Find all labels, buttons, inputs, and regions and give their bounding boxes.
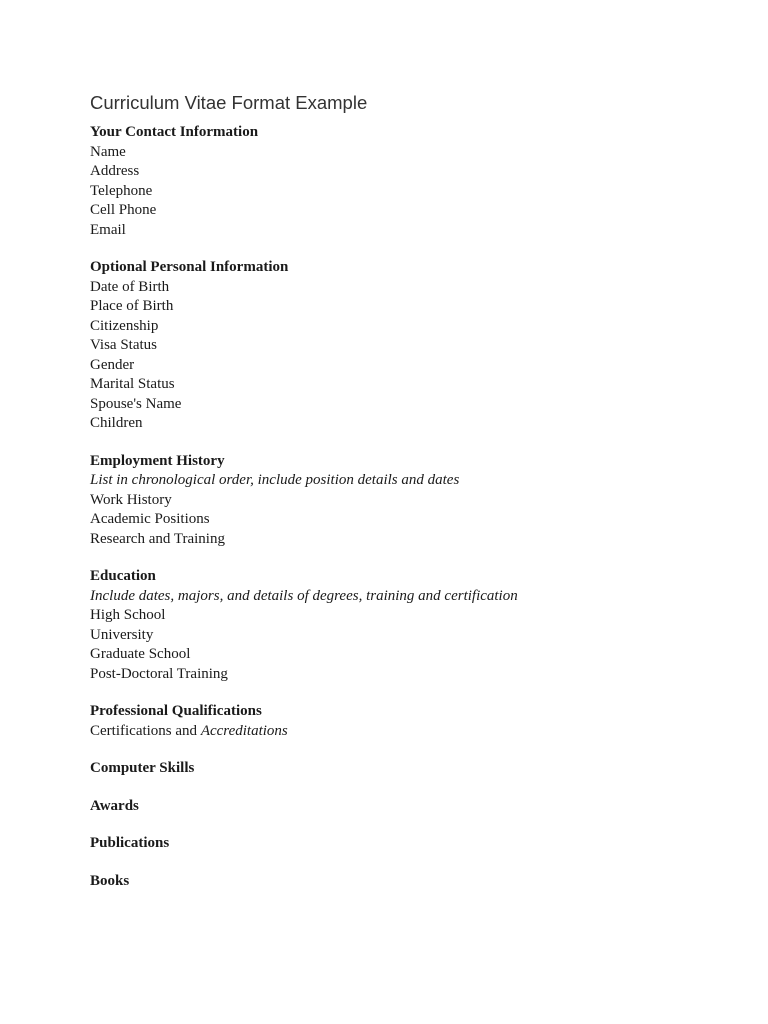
list-item: Date of Birth	[90, 278, 170, 295]
list-item: Name	[90, 143, 126, 160]
list-item: Post-Doctoral Training	[90, 665, 228, 682]
section-heading-books: Books	[90, 872, 130, 889]
list-item: Academic Positions	[90, 511, 210, 527]
list-item: Children	[90, 415, 143, 431]
list-item: Telephone	[90, 182, 153, 199]
section-computer-skills	[90, 759, 730, 779]
list-item: Citizenship	[90, 317, 159, 334]
list-item: Address	[90, 163, 140, 179]
list-item: Marital Status	[90, 376, 175, 392]
document-page	[90, 91, 730, 909]
section-heading-computer-skills: Computer Skills	[90, 760, 195, 776]
section-personal	[90, 258, 730, 434]
list-item: Research and Training	[90, 530, 225, 547]
section-heading-qualifications: Professional Qualifications	[90, 703, 262, 719]
list-item: Email	[90, 221, 126, 238]
section-note-education: Include dates, majors, and details of degrees, training and certification	[90, 587, 518, 604]
section-publications	[90, 834, 730, 854]
list-item: University	[90, 626, 154, 643]
list-item: Cell Phone	[90, 202, 157, 218]
section-heading-awards: Awards	[90, 797, 139, 814]
list-item: Place of Birth	[90, 298, 174, 314]
qualifications-italic-text: Accreditations	[200, 722, 288, 739]
list-item: High School	[90, 607, 166, 623]
list-item: Work History	[90, 491, 172, 508]
section-education	[90, 567, 730, 684]
section-note-employment: List in chronological order, include position details and dates	[90, 472, 460, 488]
list-item: Gender	[90, 356, 135, 373]
document-title: Curriculum Vitae Format Example	[90, 92, 368, 113]
section-qualifications	[90, 702, 730, 741]
section-heading-education: Education	[90, 568, 156, 584]
section-awards	[90, 797, 730, 817]
qualifications-text: Certifications and	[90, 722, 201, 739]
list-item: Graduate School	[90, 646, 191, 662]
section-contact	[90, 123, 730, 240]
list-item	[90, 722, 730, 742]
section-employment	[90, 452, 730, 550]
section-heading-personal: Optional Personal Information	[90, 259, 289, 275]
section-heading-publications: Publications	[90, 835, 170, 851]
section-books	[90, 872, 730, 892]
section-heading-employment: Employment History	[90, 452, 225, 469]
section-heading-contact: Your Contact Information	[90, 124, 259, 140]
list-item: Visa Status	[90, 337, 158, 353]
list-item: Spouse's Name	[90, 395, 182, 412]
